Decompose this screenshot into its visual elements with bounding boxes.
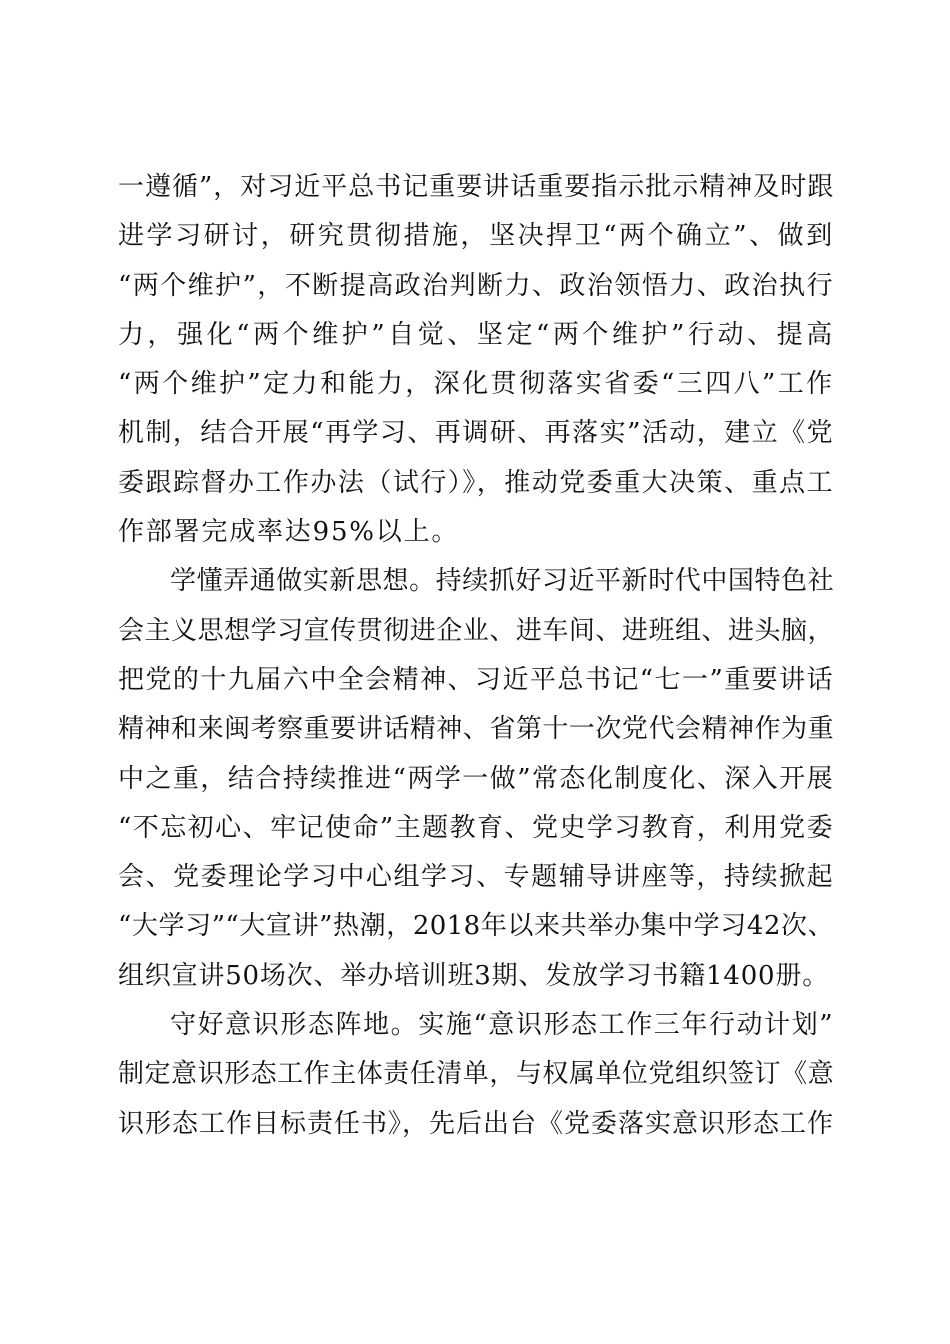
text-line: “两个维护”定力和能力，深化贯彻落实省委“三四八”工作 [118,369,834,400]
text-line: 一遵循”，对习近平总书记重要讲话重要指示批示精神及时跟 [118,172,835,202]
text-line: 作部署完成率达95%以上。 [118,517,460,548]
text-line: 力，强化“两个维护”自觉、坚定“两个维护”行动、提高 [118,319,834,350]
text-line: “大学习”“大宣讲”热潮，2018年以来共举办集中学习42次、 [118,911,834,942]
text-line: 中之重，结合持续推进“两学一做”常态化制度化、深入开展 [118,763,834,794]
text-line: 精神和来闽考察重要讲话精神、省第十一次党代会精神作为重 [118,714,834,745]
text-line: 组织宣讲50场次、举办培训班3期、发放学习书籍1400册。 [118,960,829,991]
text-line: 学懂弄通做实新思想。持续抓好习近平新时代中国特色社 [170,566,834,597]
paragraph-2 [118,557,834,1001]
text-line: 把党的十九届六中全会精神、习近平总书记“七一”重要讲话 [118,664,834,695]
paragraph-3 [118,1001,834,1149]
text-line: 委跟踪督办工作办法（试行）》，推动党委重大决策、重点工 [118,467,834,498]
text-line: “不忘初心、牢记使命”主题教育、党史学习教育，利用党委 [118,812,834,843]
text-line: 进学习研讨，研究贯彻措施，坚决捍卫“两个确立”、做到 [118,221,834,252]
text-line: 机制，结合开展“再学习、再调研、再落实”活动，建立《党 [118,418,834,449]
text-line: 会、党委理论学习中心组学习、专题辅导讲座等，持续掀起 [118,862,834,893]
paragraph-1 [118,163,834,557]
document-body [118,163,834,1149]
text-line: “两个维护”，不断提高政治判断力、政治领悟力、政治执行 [118,270,834,301]
text-line: 守好意识形态阵地。实施“意识形态工作三年行动计划” [170,1010,834,1041]
text-line: 制定意识形态工作主体责任清单，与权属单位党组织签订《意 [118,1059,834,1090]
text-line: 会主义思想学习宣传贯彻进企业、进车间、进班组、进头脑， [118,615,834,646]
text-line: 识形态工作目标责任书》，先后出台《党委落实意识形态工作 [118,1108,835,1139]
